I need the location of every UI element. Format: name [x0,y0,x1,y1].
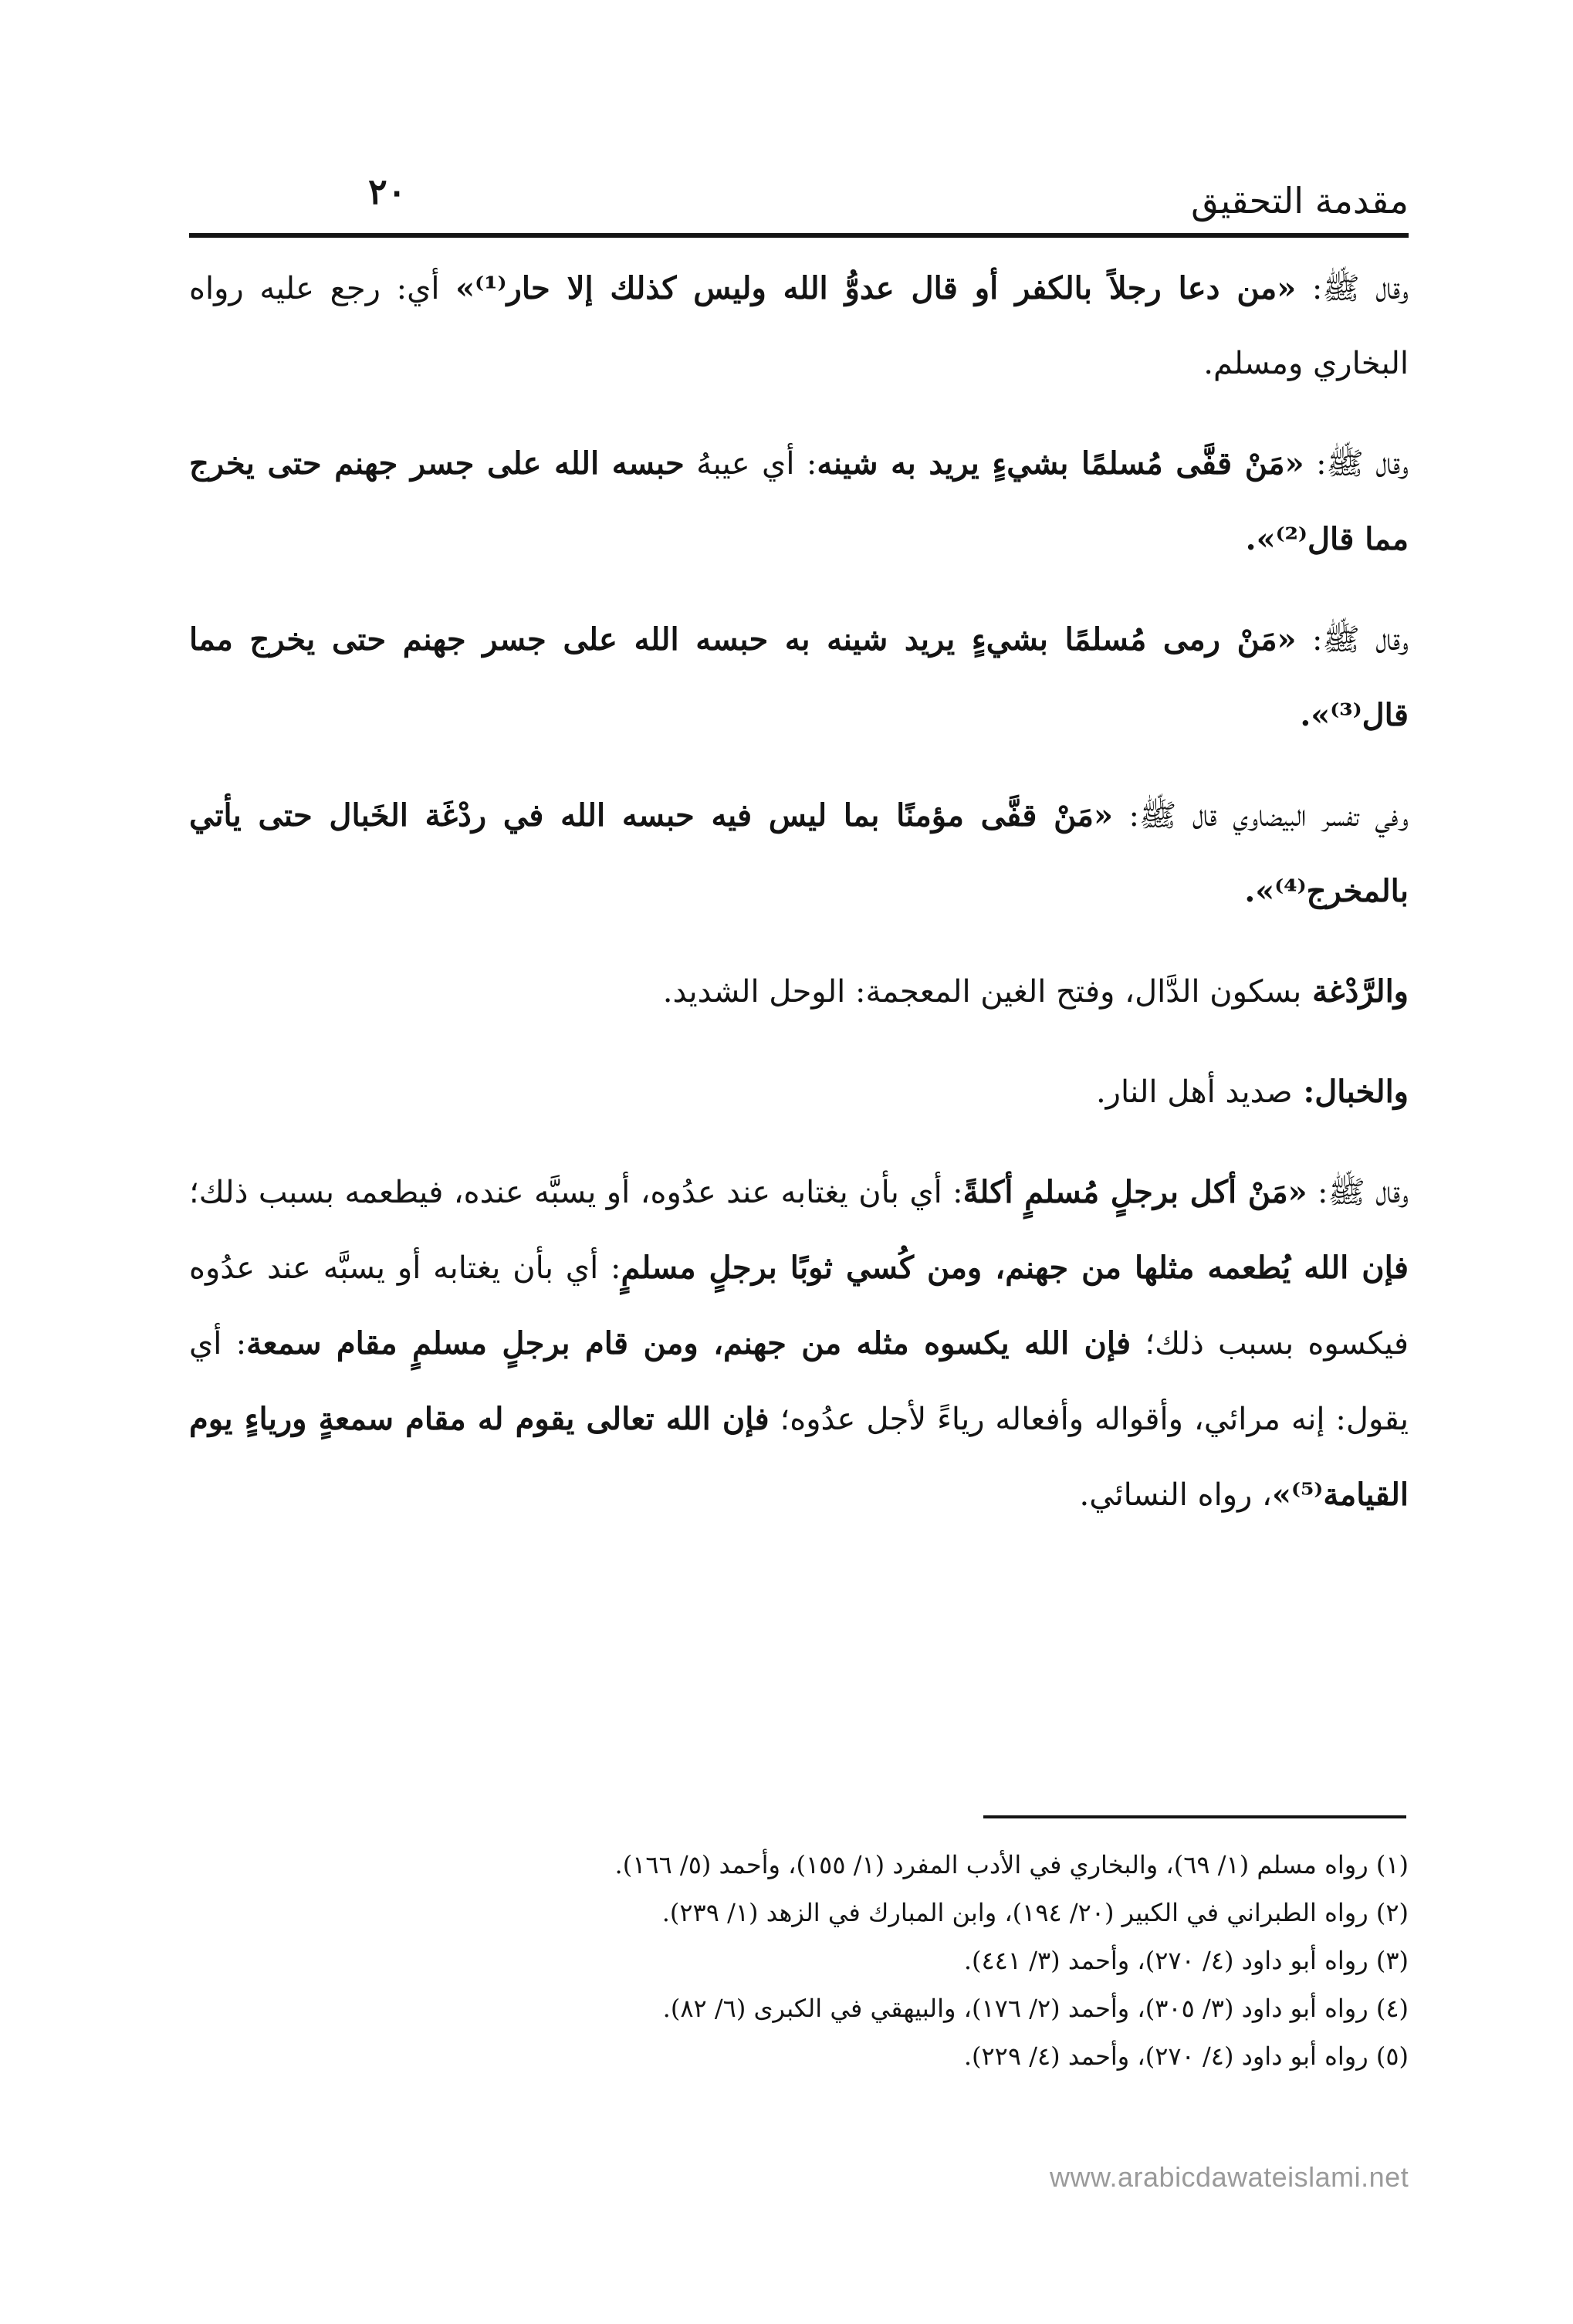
term-heading: والرَّدْغة [1301,973,1409,1010]
paragraph-intro: وفي تفسر البيضاوي قال ﷺ: [1112,798,1409,834]
paragraph-3 [189,602,1409,753]
paragraph-7 [189,1155,1409,1533]
gloss-text: أي: رجع عليه رواه البخاري ومسلم. [189,271,1409,381]
gloss-text: بسكون الدَّال، وفتح الغين المعجمة: الوحل الشديد. [662,974,1302,1010]
hadith-text: «من دعا رجلاً بالكفر أو قال عدوُّ الله وليس كذلك إلا حار⁽¹⁾» [455,270,1297,306]
footnote-1: (١) رواه مسلم (١/ ٦٩)، والبخاري في الأدب المفرد (١/ ١٥٥)، وأحمد (٥/ ١٦٦). [614,1850,1409,1879]
header-rule [189,233,1409,238]
gloss-text: : أي عيبهُ [684,446,817,482]
gloss-text: ، رواه النسائي. [1079,1477,1272,1513]
hadith-text: «مَنْ أكل برجلٍ مُسلمٍ أكلةً [962,1174,1307,1210]
footnote-2: (٢) رواه الطبراني في الكبير (٢٠/ ١٩٤)، وابن المبارك في الزهد (١/ ٢٣٩). [661,1898,1409,1927]
paragraph-6 [189,1054,1409,1130]
paragraph-1 [189,251,1409,401]
paragraph-intro: وقال ﷺ: [1296,622,1409,658]
hadith-text: فإن الله يكسوه مثله من جهنم، ومن قام برجلٍ مسلمٍ مقام سمعة [246,1325,1132,1362]
footnote-rule [983,1815,1406,1818]
footnote-5: (٥) رواه أبو داود (٤/ ٢٧٠)، وأحمد (٤/ ٢٢٩). [963,2042,1409,2071]
gloss-text: صديد أهل النار. [1095,1074,1293,1110]
hadith-text: حبسه الله على جسر جهنم حتى يخرج مما قال⁽²⁾». [189,445,1409,557]
paragraph-4 [189,778,1409,929]
footnote-3: (٣) رواه أبو داود (٤/ ٢٧٠)، وأحمد (٣/ ٤٤١). [963,1946,1409,1975]
footnotes [401,1841,1409,2080]
hadith-text: «مَنْ رمى مُسلمًا بشيءٍ يريد شينه به حبسه الله على جسر جهنم حتى يخرج مما قال⁽³⁾». [189,621,1409,733]
gloss-text: : أي بأن يغتابه عند عدُوه، أو يسبَّه عنده، فيطعمه بسبب ذلك؛ [189,1175,963,1210]
term-heading: والخبال: [1292,1074,1409,1110]
hadith-text: فإن الله تعالى يقوم له مقام سمعةٍ ورياءٍ يوم القيامة⁽⁵⁾» [189,1401,1409,1513]
paragraph-intro: وقال ﷺ: [1296,271,1409,306]
paragraph-intro: وقال ﷺ: [1304,446,1409,482]
hadith-text: «مَنْ قفَّى مؤمنًا بما ليس فيه حبسه الله في ردْغَة الخَبال حتى يأتي بالمخرج⁽⁴⁾». [189,797,1409,909]
paragraph-5 [189,954,1409,1030]
header-title: مقدمة التحقيق [1191,180,1409,222]
gloss-text: : أي يقول: إنه مرائي، وأقواله وأفعاله رياءً لأجل عدُوه؛ [189,1326,1409,1437]
watermark-url: www.arabicdawateislami.net [1050,2161,1409,2193]
paragraph-intro: وقال ﷺ: [1307,1175,1409,1210]
gloss-text: : أي بأن يغتابه أو يسبَّه عند عدُوه فيكسوه بسبب ذلك؛ [189,1250,1409,1362]
hadith-text: «مَنْ قفَّى مُسلمًا بشيءٍ يريد به شينه [817,445,1304,482]
footnote-4: (٤) رواه أبو داود (٣/ ٣٠٥)، وأحمد (٢/ ١٧٦)، والبيهقي في الكبرى (٦/ ٨٢). [662,1994,1409,2023]
hadith-text: فإن الله يُطعمه مثلها من جهنم، ومن كُسي ثوبًا برجلٍ مسلمٍ [621,1250,1409,1286]
body-text [189,251,1409,1558]
page-number: ٢٠ [368,171,407,212]
paragraph-2 [189,426,1409,577]
